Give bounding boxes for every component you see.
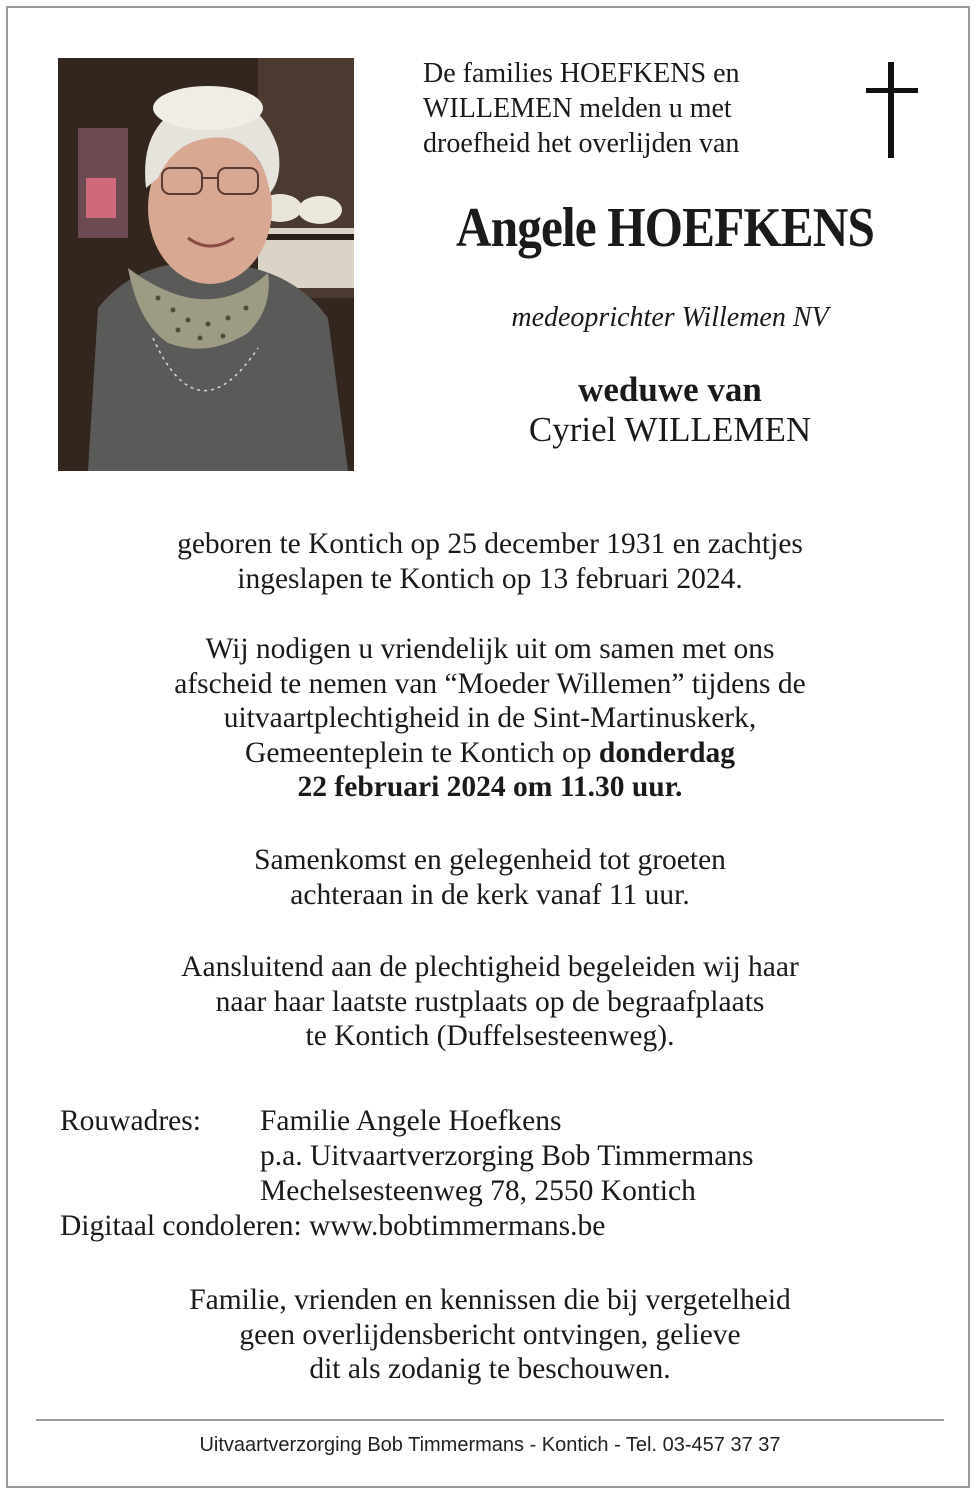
announcement-intro [423, 56, 853, 161]
gathering-line-1: Samenkomst en gelegenheid tot groeten [254, 844, 726, 876]
gathering-paragraph [0, 843, 980, 912]
spouse-block [410, 370, 930, 450]
address-line-3: Mechelsesteenweg 78, 2550 Kontich [260, 1175, 696, 1207]
invitation-line-3: uitvaartplechtigheid in de Sint-Martinuskerk, [223, 702, 757, 734]
address-row-1 [60, 1104, 940, 1139]
gathering-line-2: achteraan in de kerk vanaf 11 uur. [290, 878, 690, 911]
invitation-datetime: 22 februari 2024 om 11.30 uur. [297, 771, 683, 803]
address-line-1: Familie Angele Hoefkens [260, 1105, 562, 1137]
widow-of-label: weduwe van [578, 370, 762, 409]
closing-line-2: geen overlijdensbericht ontvingen, gelieve [239, 1318, 741, 1351]
deceased-name: Angele HOEFKENS [455, 197, 875, 259]
funeral-home-footer: Uitvaartverzorging Bob Timmermans - Kontich - Tel. 03-457 37 37 [199, 1434, 781, 1456]
portrait-illustration [58, 58, 354, 471]
burial-line-1: Aansluitend aan de plechtigheid begeleiden wij haar [181, 951, 799, 983]
intro-line-3: droefheid het overlijden van [423, 128, 740, 159]
burial-line-3: te Kontich (Duffelsesteenweg). [305, 1020, 675, 1052]
address-line-2: p.a. Uitvaartverzorging Bob Timmermans [260, 1140, 754, 1172]
birth-death-line-2: ingeslapen te Kontich op 13 februari 2024. [237, 562, 743, 595]
intro-line-2: WILLEMEN melden u met [423, 93, 732, 124]
condolence-link[interactable]: Digitaal condoleren: www.bobtimmermans.be [60, 1210, 606, 1242]
closing-paragraph [0, 1283, 980, 1387]
closing-line-1: Familie, vrienden en kennissen die bij vergetelheid [189, 1284, 791, 1316]
invitation-line-5 [0, 770, 980, 805]
birth-death-line-1: geboren te Kontich op 25 december 1931 en zachtjes [177, 528, 803, 560]
invitation-line-4-text: Gemeenteplein te Kontich op [245, 736, 599, 769]
spouse-name: Cyriel WILLEMEN [528, 410, 812, 449]
intro-line-1: De families HOEFKENS en [423, 58, 740, 89]
birth-death-paragraph [0, 527, 980, 596]
portrait-photo [58, 58, 354, 471]
address-label: Rouwadres: [60, 1105, 201, 1137]
invitation-line-2: afscheid te nemen van “Moeder Willemen” tijdens de [174, 667, 806, 700]
invitation-line-1: Wij nodigen u vriendelijk uit om samen met ons [205, 633, 775, 665]
invitation-paragraph [0, 632, 980, 805]
deceased-role: medeoprichter Willemen NV [511, 302, 829, 333]
invitation-day: donderdag [598, 736, 735, 769]
burial-line-2: naar haar laatste rustplaats op de begraafplaats [215, 985, 765, 1018]
burial-paragraph [0, 950, 980, 1054]
footer-divider [36, 1419, 944, 1421]
mourning-address [60, 1104, 940, 1244]
cross-icon [862, 62, 922, 160]
invitation-line-4 [0, 736, 980, 771]
closing-line-3: dit als zodanig te beschouwen. [309, 1353, 671, 1385]
